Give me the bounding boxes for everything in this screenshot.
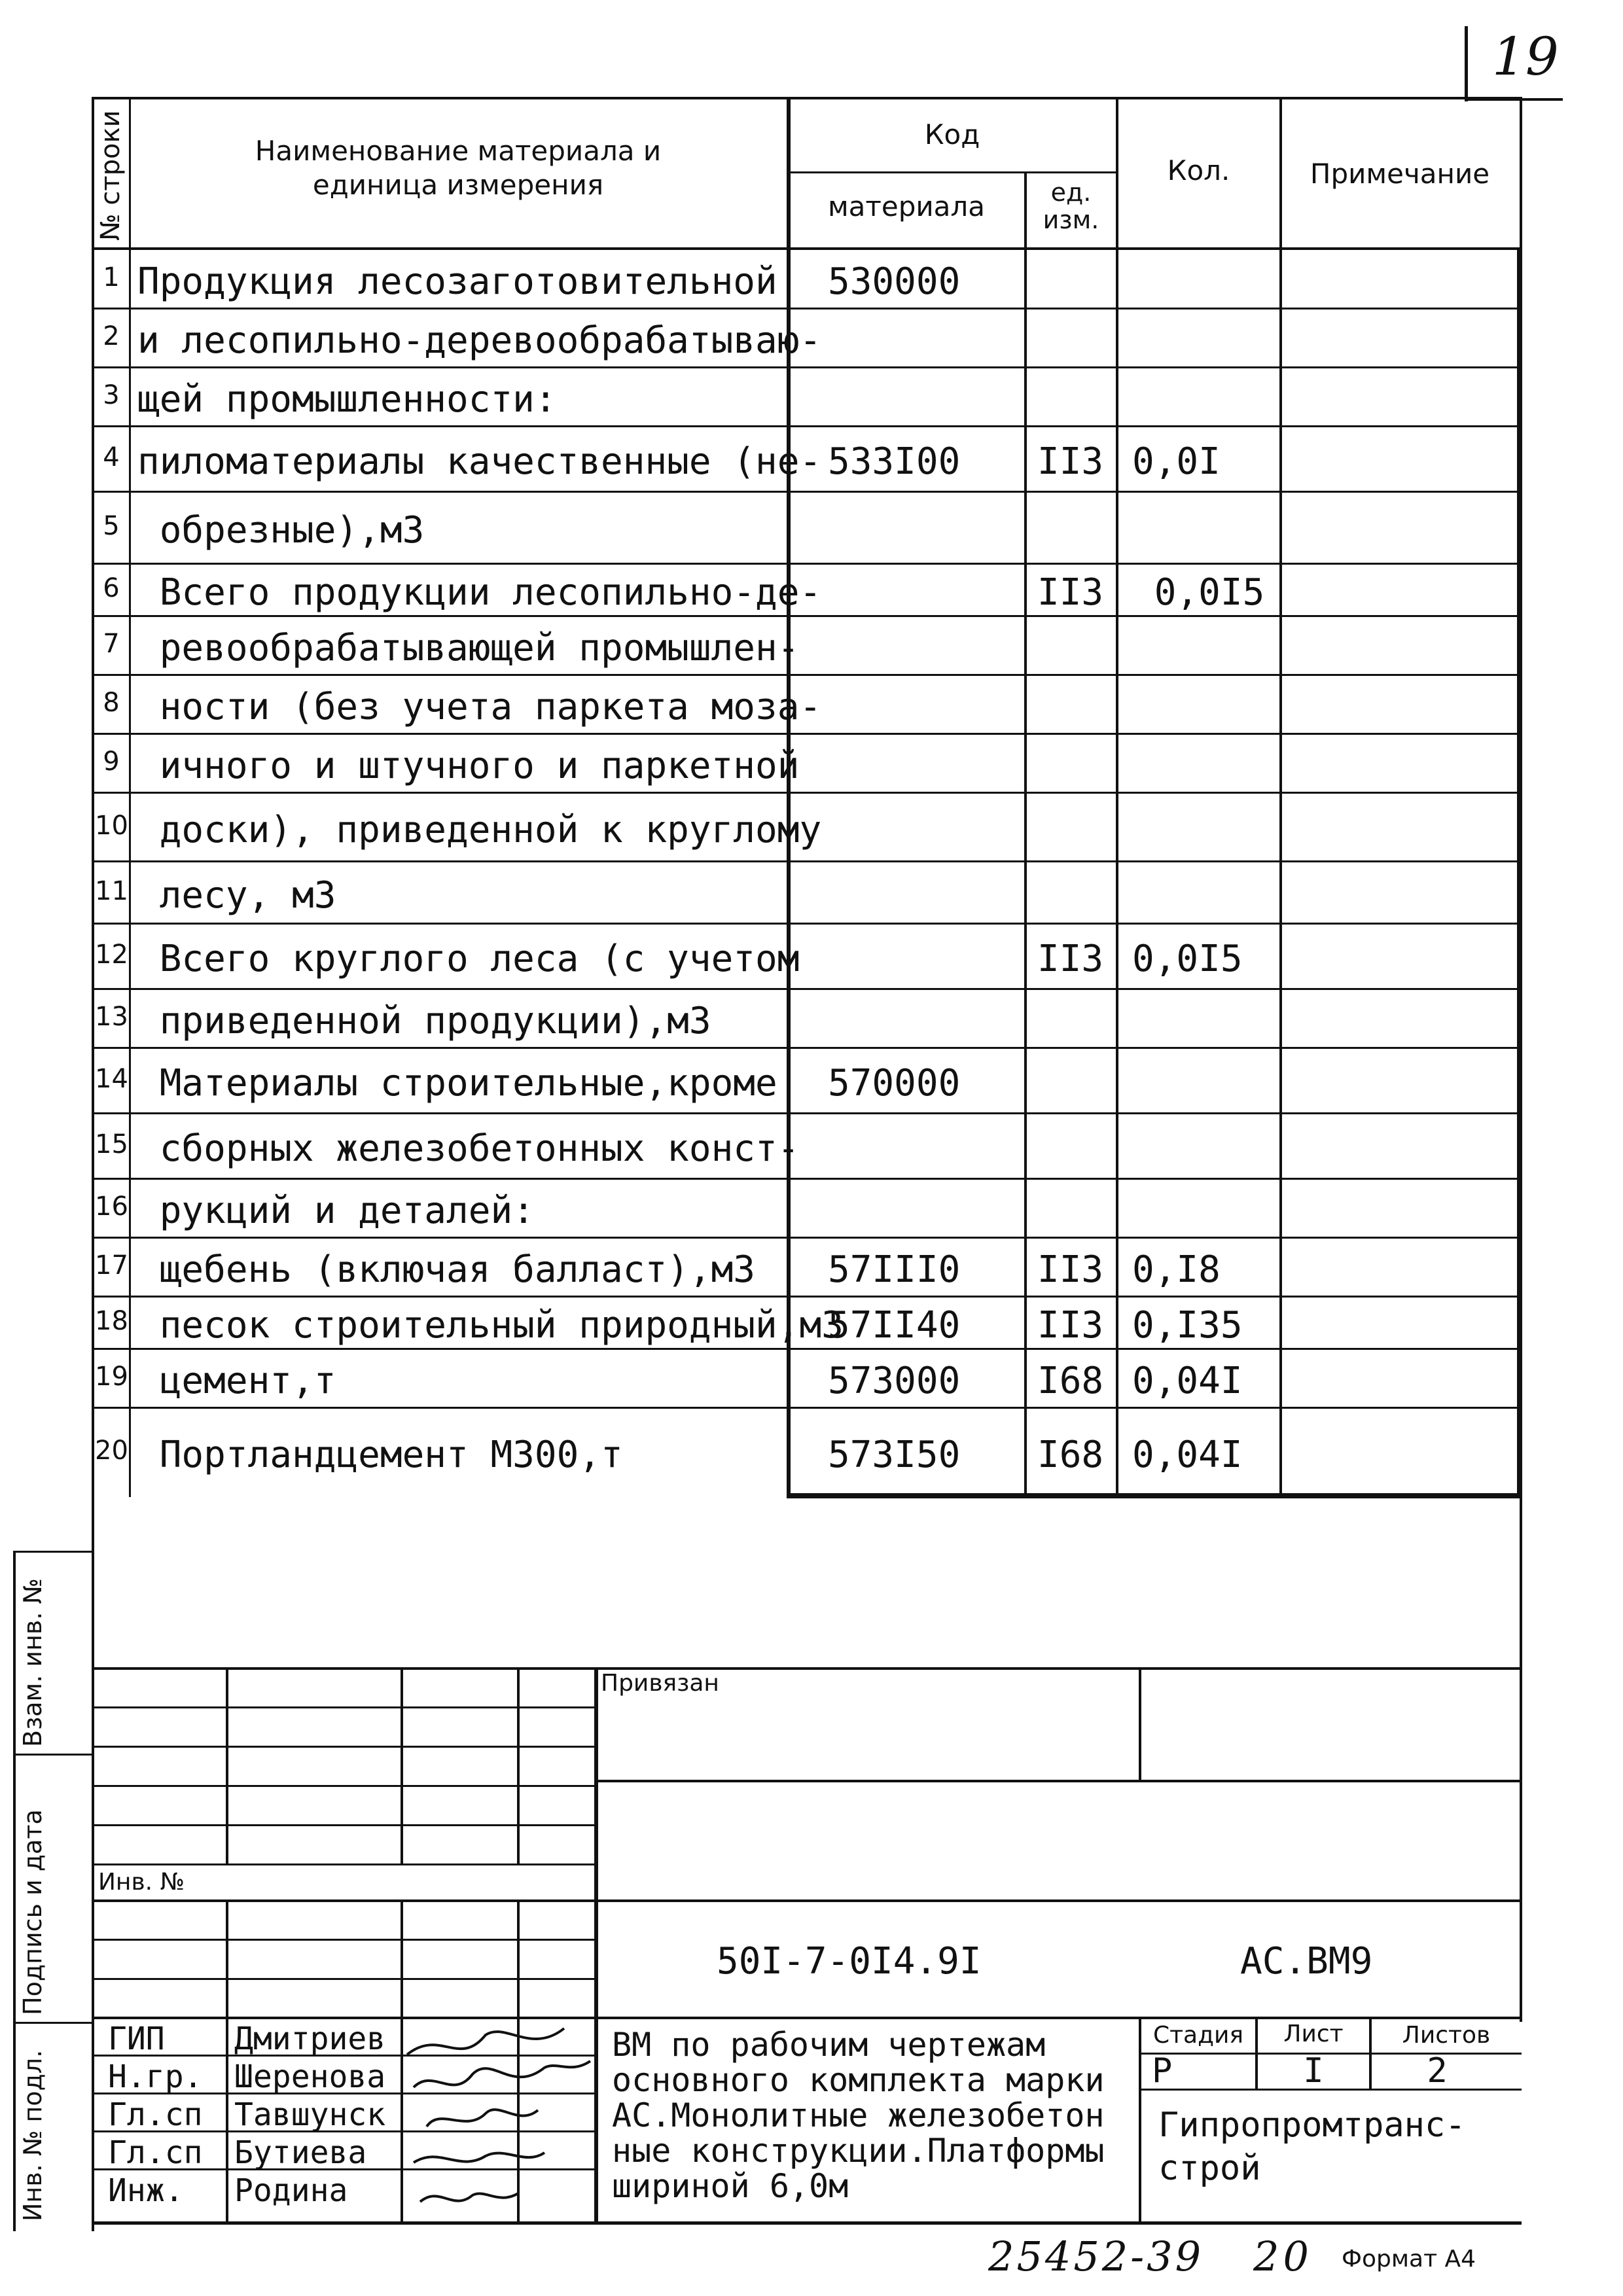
note-header: Примечание <box>1310 158 1490 190</box>
name-header-line1: Наименование материала и <box>255 135 662 167</box>
inv-no-label: Инв. № <box>98 1869 185 1896</box>
staff-name: Родина <box>234 2172 348 2209</box>
sheet-label: Лист <box>1283 2021 1344 2047</box>
material-name: щебень (включая балласт),м3 <box>137 1248 756 1291</box>
material-name: Всего круглого леса (с учетом <box>137 938 800 980</box>
title-line: шириной 6,0м <box>612 2167 849 2205</box>
sheets-value: 2 <box>1427 2051 1448 2091</box>
row-number: 3 <box>103 380 120 410</box>
row-number: 2 <box>103 321 120 351</box>
material-code: 530000 <box>828 260 961 303</box>
organization-line: Гипропромтранс- <box>1158 2106 1466 2145</box>
material-name: приведенной продукции),м3 <box>137 1000 711 1042</box>
staff-role: ГИП <box>108 2021 165 2057</box>
material-code: 570000 <box>828 1062 961 1104</box>
quantity: 0,0I5 <box>1132 938 1243 980</box>
quantity: 0,I8 <box>1132 1248 1221 1291</box>
quantity: 0,04I <box>1132 1433 1243 1476</box>
document-title <box>612 2027 1105 2204</box>
title-line: основного комплекта марки <box>612 2061 1105 2099</box>
row-number: 17 <box>95 1250 128 1280</box>
title-line: ВМ по рабочим чертежам <box>612 2026 1046 2064</box>
material-name: Всего продукции лесопильно-де- <box>137 571 822 614</box>
material-name: ности (без учета паркета моза- <box>137 686 822 728</box>
material-name: доски), приведенной к круглому <box>137 808 822 851</box>
material-name: пиломатериалы качественные (не- <box>137 440 822 483</box>
inv-podl-label: Инв. № подл. <box>18 2049 47 2221</box>
unit-code: I68 <box>1037 1360 1104 1402</box>
staff-role: Гл.сп <box>108 2096 203 2133</box>
quantity: 0,0I5 <box>1132 571 1265 614</box>
stage-value: Р <box>1152 2051 1173 2091</box>
unit-code: II3 <box>1037 1304 1104 1347</box>
material-name: Портландцемент М300,т <box>137 1433 623 1476</box>
material-name: ревообрабатывающей промышлен- <box>137 627 800 669</box>
row-number: 7 <box>103 629 120 659</box>
sheet-value: I <box>1303 2051 1324 2091</box>
unit-code: II3 <box>1037 1248 1104 1291</box>
staff-role: Н.гр. <box>108 2058 203 2095</box>
row-number: 18 <box>95 1306 128 1336</box>
material-code: 57II40 <box>828 1304 961 1347</box>
material-name: цемент,т <box>137 1360 336 1402</box>
row-number: 10 <box>95 810 128 841</box>
row-number: 12 <box>95 940 128 970</box>
row-number: 8 <box>103 688 120 718</box>
title-line: ные конструкции.Платформы <box>612 2132 1105 2170</box>
code-header: Код <box>924 118 980 150</box>
material-name: и лесопильно-деревообрабатываю- <box>137 319 822 362</box>
format-label: Формат А4 <box>1342 2246 1476 2272</box>
row-number: 11 <box>95 875 128 906</box>
organization <box>1158 2104 1466 2190</box>
row-number: 20 <box>95 1435 128 1466</box>
quantity: 0,0I <box>1132 440 1221 483</box>
page-number: 19 <box>1492 26 1559 87</box>
copy-number: 20 <box>1253 2233 1313 2280</box>
vzam-inv-label: Взам. инв. № <box>18 1578 47 1747</box>
podpis-data-label: Подпись и дата <box>18 1809 47 2015</box>
row-number: 6 <box>103 573 120 603</box>
material-name: Материалы строительные,кроме <box>137 1062 777 1104</box>
code-unit-header-line2: изм. <box>1043 205 1099 234</box>
title-line: АС.Монолитные железобетон <box>612 2096 1105 2134</box>
row-number: 16 <box>95 1192 128 1222</box>
material-code: 533I00 <box>828 440 961 483</box>
organization-line: строй <box>1158 2149 1261 2188</box>
material-code: 573I50 <box>828 1433 961 1476</box>
material-name: Продукция лесозаготовительной <box>137 260 777 303</box>
row-number: 9 <box>103 747 120 777</box>
code-material-header: материала <box>827 190 985 222</box>
unit-code: II3 <box>1037 440 1104 483</box>
row-number-header: № строки <box>96 110 126 241</box>
material-name: ичного и штучного и паркетной <box>137 745 800 787</box>
signatures <box>401 2015 610 2225</box>
row-number: 4 <box>103 442 120 472</box>
row-number: 13 <box>95 1002 128 1032</box>
material-name: щей промышленности: <box>137 378 557 421</box>
name-header-line2: единица измерения <box>312 169 604 201</box>
unit-code: II3 <box>1037 571 1104 614</box>
material-name: сборных железобетонных конст- <box>137 1127 800 1170</box>
staff-name: Бутиева <box>234 2134 367 2171</box>
privyazan-label: Привязан <box>601 1670 719 1697</box>
row-number: 5 <box>103 511 120 541</box>
staff-name: Тавшунск <box>234 2096 386 2133</box>
row-number: 15 <box>95 1129 128 1159</box>
material-name: песок строительный природный,м3 <box>137 1304 844 1347</box>
row-number: 1 <box>103 262 120 292</box>
quantity: 0,I35 <box>1132 1304 1243 1347</box>
staff-name: Дмитриев <box>234 2021 386 2057</box>
staff-name: Шеренова <box>234 2058 386 2095</box>
quantity: 0,04I <box>1132 1360 1243 1402</box>
document-code: 50I-7-0I4.9I <box>717 1940 982 1983</box>
material-code: 573000 <box>828 1360 961 1402</box>
document-mark: АС.ВМ9 <box>1240 1940 1373 1983</box>
code-unit-header-line1: ед. <box>1050 178 1092 207</box>
material-code: 57III0 <box>828 1248 961 1291</box>
qty-header: Кол. <box>1167 154 1230 186</box>
material-name: обрезные),м3 <box>137 509 425 552</box>
staff-role: Гл.сп <box>108 2134 203 2171</box>
material-name: лесу, м3 <box>137 874 336 917</box>
row-number: 19 <box>95 1362 128 1392</box>
unit-code: II3 <box>1037 938 1104 980</box>
row-number: 14 <box>95 1064 128 1094</box>
unit-code: I68 <box>1037 1433 1104 1476</box>
sheets-label: Листов <box>1402 2022 1491 2049</box>
staff-role: Инж. <box>108 2172 184 2209</box>
archive-number: 25452-39 <box>988 2233 1204 2280</box>
material-name: рукций и деталей: <box>137 1190 535 1232</box>
stage-label: Стадия <box>1152 2022 1244 2049</box>
